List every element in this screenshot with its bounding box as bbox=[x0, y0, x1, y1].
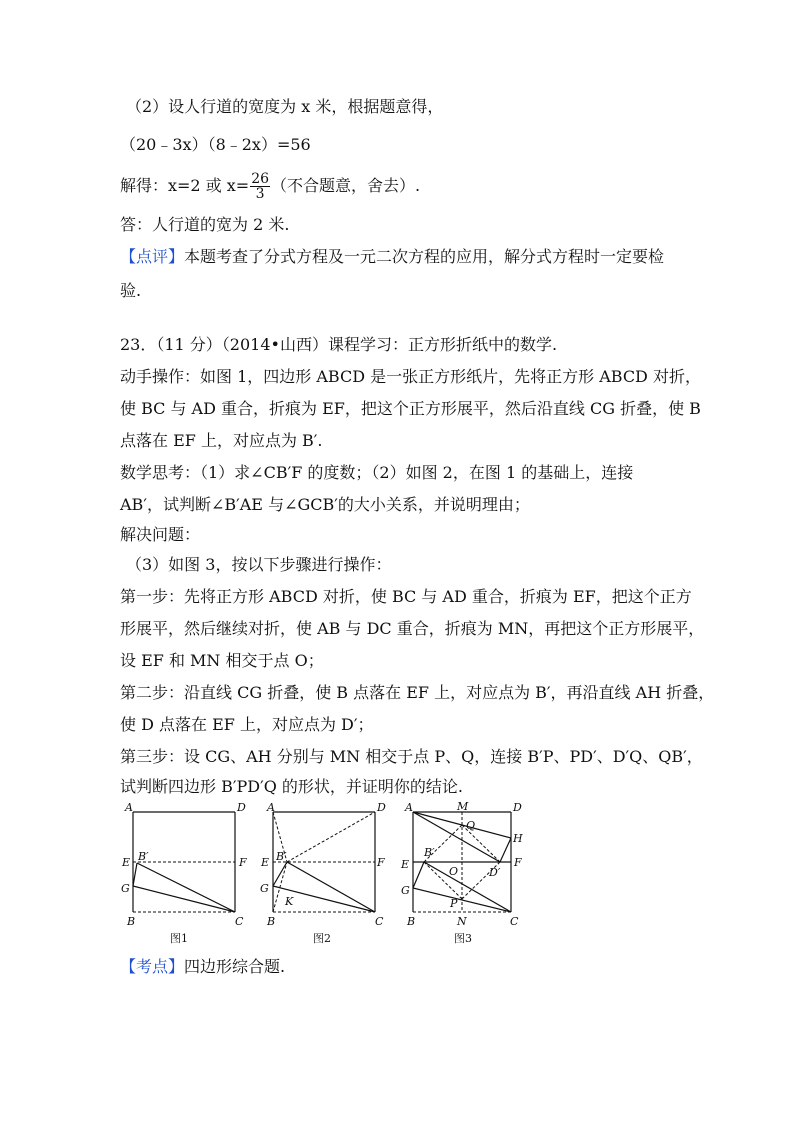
fig3-label-f: F bbox=[514, 856, 522, 869]
fig3-label-b: B bbox=[407, 915, 416, 928]
solution-part2-intro: （2）设人行道的宽度为 x 米，根据题意得， bbox=[126, 97, 444, 116]
fraction-numerator: 26 bbox=[251, 171, 270, 187]
fig3-label-bprime: B′ bbox=[424, 846, 435, 859]
fig2-label-b: B bbox=[267, 915, 276, 928]
fraction bbox=[250, 172, 270, 201]
fig3-label-c: C bbox=[510, 915, 519, 928]
fig3-label-a: A bbox=[405, 801, 413, 814]
fig2-label-d: D bbox=[377, 801, 386, 814]
result-suffix: （不合题意，舍去）. bbox=[271, 176, 421, 195]
fig2-label-k: K bbox=[285, 895, 294, 908]
fig1-label-g: G bbox=[121, 882, 130, 895]
step3-text-2: 试判断四边形 B′PD′Q 的形状，并证明你的结论. bbox=[120, 777, 463, 796]
fig2-label-e: E bbox=[261, 856, 270, 869]
fig3-label-d: D bbox=[513, 801, 522, 814]
step1-text-2: 形展平，然后继续对折，使 AB 与 DC 重合，折痕为 MN，再把这个正方形展平， bbox=[120, 619, 705, 638]
comment-line bbox=[120, 246, 664, 268]
thinking-text-1: 数学思考：（1）求∠CB′F 的度数；（2）如图 2，在图 1 的基础上，连接 bbox=[120, 463, 634, 482]
fig3-label-p: P bbox=[450, 897, 458, 910]
knowledge-point-line bbox=[120, 956, 285, 978]
operation-text-1: 动手操作：如图 1，四边形 ABCD 是一张正方形纸片，先将正方形 ABCD 对折， bbox=[120, 367, 701, 386]
fig2-label-f: F bbox=[377, 856, 385, 869]
knowledge-point-text: 四边形综合题. bbox=[184, 957, 286, 976]
fig3-label-o: O bbox=[449, 865, 459, 878]
fig1-label-c: C bbox=[235, 915, 244, 928]
comment-text: 本题考查了分式方程及一元二次方程的应用，解分式方程时一定要检 bbox=[184, 247, 665, 266]
fig1-label-d: D bbox=[237, 801, 246, 814]
figure-1 bbox=[115, 800, 250, 954]
fig2-label-c: C bbox=[375, 915, 384, 928]
step-intro: （3）如图 3，按以下步骤进行操作： bbox=[126, 555, 392, 574]
fraction-denominator: 3 bbox=[255, 186, 265, 202]
solve-heading: 解决问题： bbox=[120, 525, 201, 544]
thinking-text-2: AB′，试判断∠B′AE 与∠GCB′的大小关系，并说明理由； bbox=[120, 495, 530, 514]
step2-text-2: 使 D 点落在 EF 上，对应点为 D′； bbox=[120, 715, 374, 734]
operation-text-3: 点落在 EF 上，对应点为 B′. bbox=[120, 431, 323, 450]
fig3-caption: 图3 bbox=[454, 932, 472, 945]
fig3-label-dprime: D′ bbox=[489, 866, 501, 879]
step1-text-3: 设 EF 和 MN 相交于点 O； bbox=[120, 651, 324, 670]
comment-tag: 【点评】 bbox=[120, 247, 185, 266]
fig3-label-q: Q bbox=[466, 819, 476, 832]
step2-text-1: 第二步：沿直线 CG 折叠，使 B 点落在 EF 上，对应点为 B′，再沿直线 AH 折叠， bbox=[120, 683, 715, 702]
fig3-label-h: H bbox=[513, 832, 523, 845]
result-prefix: 解得：x=2 或 x= bbox=[120, 176, 250, 195]
step1-text-1: 第一步：先将正方形 ABCD 对折，使 BC 与 AD 重合，折痕为 EF，把这个正方 bbox=[120, 587, 692, 606]
fig1-label-f: F bbox=[239, 856, 247, 869]
answer: 答：人行道的宽为 2 米. bbox=[120, 215, 290, 234]
solution-result bbox=[120, 172, 420, 201]
step3-text-1: 第三步：设 CG、AH 分别与 MN 相交于点 P、Q，连接 B′P、PD′、D′Q、QB′， bbox=[120, 747, 703, 766]
comment-continued: 验. bbox=[120, 281, 142, 300]
fig2-label-a: A bbox=[267, 801, 275, 814]
fig2-label-bprime: B′ bbox=[276, 850, 287, 863]
fig1-label-bprime: B′ bbox=[138, 850, 149, 863]
fig1-label-e: E bbox=[122, 856, 131, 869]
equation: （20﹣3x）（8﹣2x）=56 bbox=[120, 135, 311, 154]
knowledge-point-tag: 【考点】 bbox=[120, 957, 185, 976]
operation-text-2: 使 BC 与 AD 重合，折痕为 EF，把这个正方形展平，然后沿直线 CG 折叠，使 B bbox=[120, 399, 701, 418]
fig3-label-e: E bbox=[401, 858, 410, 871]
fig1-label-b: B bbox=[127, 915, 136, 928]
fig3-label-g: G bbox=[401, 884, 410, 897]
question-23-title: 23．（11 分）（2014•山西）课程学习：正方形折纸中的数学. bbox=[120, 335, 558, 354]
fig2-label-g: G bbox=[260, 882, 269, 895]
fig2-caption: 图2 bbox=[313, 932, 331, 945]
figure-2 bbox=[255, 800, 390, 954]
fig3-label-n: N bbox=[457, 915, 467, 928]
fig1-caption: 图1 bbox=[170, 932, 188, 945]
fig1-label-a: A bbox=[125, 801, 133, 814]
fig3-label-m: M bbox=[457, 800, 469, 813]
figure-3 bbox=[397, 800, 537, 954]
